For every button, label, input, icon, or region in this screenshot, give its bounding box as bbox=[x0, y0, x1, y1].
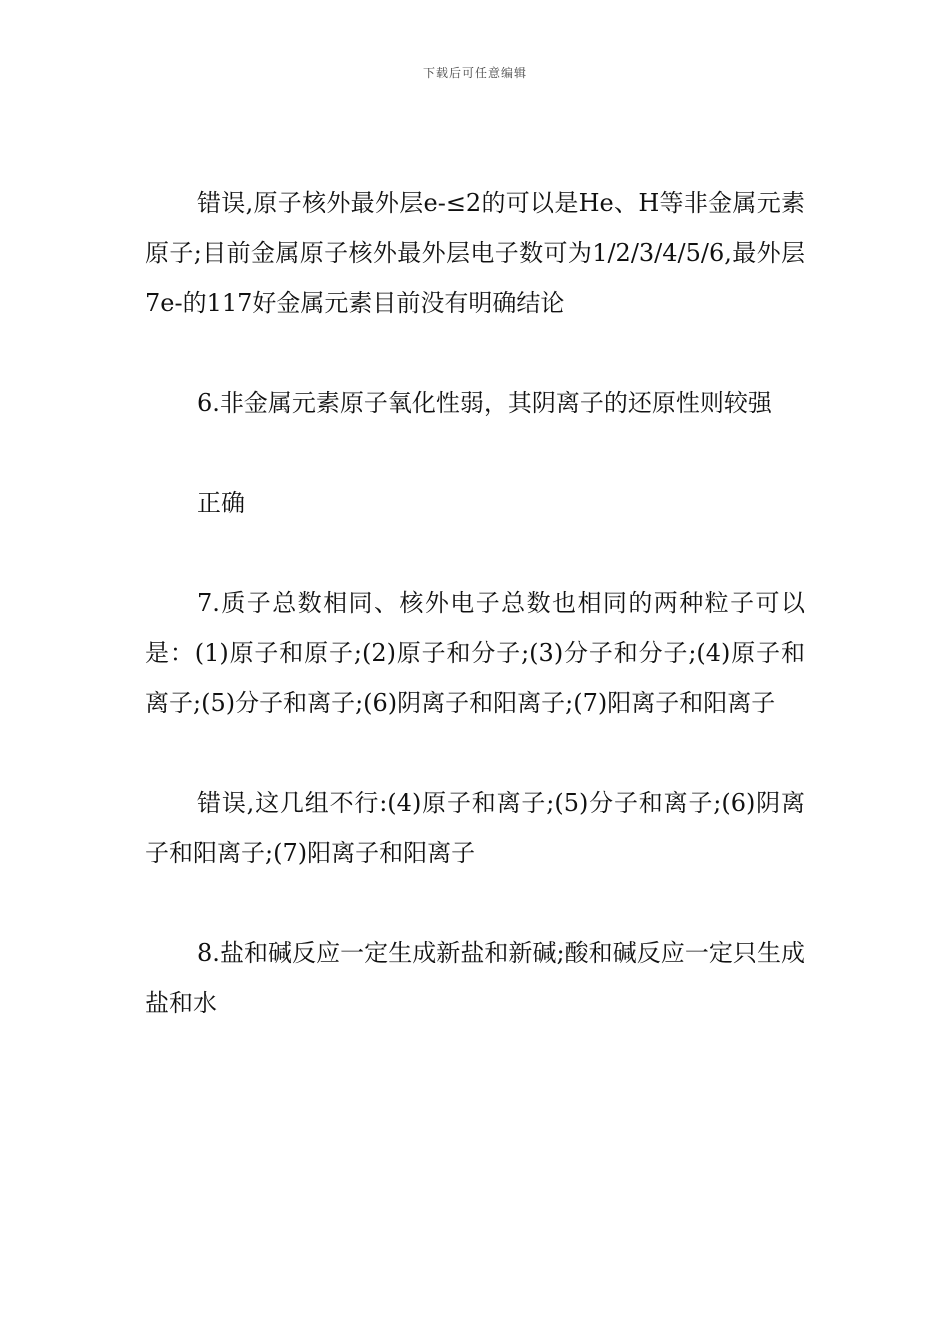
page-header-note: 下载后可任意编辑 bbox=[422, 66, 527, 80]
paragraph-statement-8: 8.盐和碱反应一定生成新盐和新碱;酸和碱反应一定只生成盐和水 bbox=[145, 939, 805, 1017]
paragraph-spacer bbox=[145, 528, 805, 578]
paragraph-statement-6: 6.非金属元素原子氧化性弱，其阴离子的还原性则较强 bbox=[197, 389, 772, 417]
paragraph-error-explanation-1: 错误,原子核外最外层e-≤2的可以是He、H等非金属元素原子;目前金属原子核外最外层电子数可为1/2/3/4/5/6,最外层7e-的117好金属元素目前没有明确结论 bbox=[145, 189, 805, 317]
paragraph-spacer bbox=[145, 328, 805, 378]
paragraph-statement-7: 7.质子总数相同、核外电子总数也相同的两种粒子可以是：(1)原子和原子;(2)原子和分子;(3)分子和分子;(4)原子和离子;(5)分子和离子;(6)阴离子和阳离子;(7)阳离子和阳离子 bbox=[145, 589, 805, 717]
paragraph-answer-correct: 正确 bbox=[197, 489, 245, 517]
document-body bbox=[145, 178, 805, 1028]
paragraph-spacer bbox=[145, 428, 805, 478]
paragraph-spacer bbox=[145, 878, 805, 928]
paragraph-spacer bbox=[145, 728, 805, 778]
paragraph-error-explanation-7: 错误,这几组不行:(4)原子和离子;(5)分子和离子;(6)阴离子和阳离子;(7)阳离子和阳离子 bbox=[145, 789, 805, 867]
